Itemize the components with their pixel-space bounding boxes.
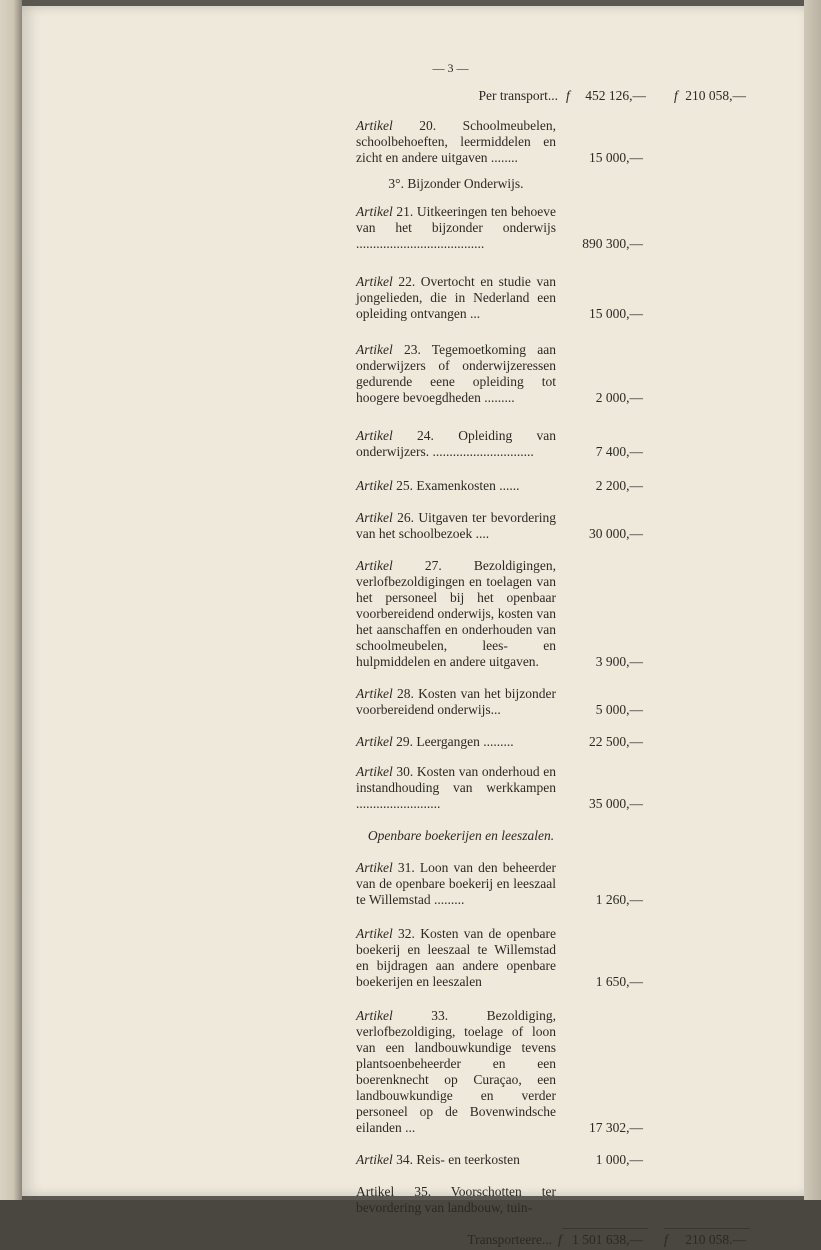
currency-symbol-1: f bbox=[566, 88, 570, 103]
sum-rule-2 bbox=[664, 1228, 750, 1229]
budget-entry-22 bbox=[356, 274, 756, 322]
entry-description: 23. Tegemoetkoming aan onderwijzers of onderwijzeressen gedurende eene opleiding tot hoogere bevoegdheden ......... bbox=[356, 342, 556, 405]
entry-amount: 1 000,— bbox=[595, 1152, 643, 1167]
entry-description: 20. Schoolmeubelen, schoolbehoeften, leermiddelen en zicht en andere uitgaven ........ bbox=[356, 118, 556, 165]
entry-text bbox=[356, 478, 556, 494]
budget-entry-20 bbox=[356, 118, 756, 166]
entry-description: 28. Kosten van het bijzonder voorbereidend onderwijs... bbox=[356, 686, 556, 717]
entry-text bbox=[356, 342, 556, 406]
entry-description: 21. Uitkeeringen ten behoeve van het bijzonder onderwijs ...................................... bbox=[356, 204, 556, 251]
entry-amount: 1 260,— bbox=[595, 892, 643, 907]
entry-description: 22. Overtocht en studie van jongelieden, die in Nederland een opleiding ontvangen ... bbox=[356, 274, 556, 321]
article-label: Artikel bbox=[356, 1008, 393, 1023]
article-label: Artikel bbox=[356, 478, 393, 493]
entry-text bbox=[356, 428, 556, 460]
entry-amount: 1 650,— bbox=[595, 974, 643, 989]
budget-entry-33 bbox=[356, 1008, 756, 1136]
currency-symbol-3: f bbox=[558, 1232, 562, 1247]
entry-description: 27. Bezoldigingen, verlofbezoldigingen en toelagen van het personeel bij het openbaar voorbereidend onderwijs, kosten van het aanschaffen en onderhouden van schoolmeubelen, lees- en hulpmiddelen en andere uitgaven. bbox=[356, 558, 556, 669]
sum-rule-1 bbox=[562, 1228, 648, 1229]
entry-description: 24. Opleiding van onderwijzers. .............................. bbox=[356, 428, 556, 459]
entry-description: 31. Loon van den beheerder van de openbare boekerij en leeszaal te Willemstad ......... bbox=[356, 860, 556, 907]
entry-text bbox=[356, 1184, 556, 1216]
entry-description: Artikel 35. Voorschotten ter bevordering van landbouw, tuin- bbox=[356, 1184, 556, 1215]
entry-amount: 7 400,— bbox=[595, 444, 643, 459]
article-label: Artikel bbox=[356, 428, 393, 443]
entry-text bbox=[356, 274, 556, 322]
entry-amount: 35 000,— bbox=[589, 796, 643, 811]
budget-entry-32 bbox=[356, 926, 756, 990]
article-label: Artikel bbox=[356, 342, 393, 357]
entry-text bbox=[356, 764, 556, 812]
budget-column bbox=[356, 88, 756, 1250]
entry-description: 26. Uitgaven ter bevordering van het schoolbezoek .... bbox=[356, 510, 556, 541]
budget-entry-21 bbox=[356, 204, 756, 252]
entry-amount: 2 200,— bbox=[595, 478, 643, 493]
budget-entry-26 bbox=[356, 510, 756, 542]
article-label: Artikel bbox=[356, 204, 393, 219]
entry-description: 29. Leergangen ......... bbox=[392, 734, 514, 749]
page-number: — 3 — bbox=[432, 61, 469, 75]
article-label: Artikel bbox=[356, 118, 393, 133]
entry-text bbox=[356, 558, 556, 670]
budget-entry-28 bbox=[356, 686, 756, 718]
entry-text bbox=[356, 734, 556, 750]
entry-text bbox=[356, 1152, 556, 1168]
transport-amount-2: 210 058,— bbox=[685, 88, 746, 103]
article-label: Artikel bbox=[356, 558, 393, 573]
article-label: Artikel bbox=[356, 764, 393, 779]
entry-text bbox=[356, 926, 556, 990]
entry-text bbox=[356, 1008, 556, 1136]
entry-text bbox=[356, 118, 556, 166]
page-number-value: 3 bbox=[447, 61, 454, 75]
entry-amount: 890 300,— bbox=[582, 236, 643, 251]
entry-amount: 3 900,— bbox=[595, 654, 643, 669]
article-label: Artikel bbox=[356, 1152, 393, 1167]
transport-amount-1: 452 126,— bbox=[585, 88, 646, 103]
entry-text bbox=[356, 860, 556, 908]
transport-label: Per transport... bbox=[478, 88, 558, 103]
section-heading-text: Openbare boekerijen en leeszalen. bbox=[367, 828, 555, 843]
budget-entry-29 bbox=[356, 734, 756, 750]
section-heading bbox=[356, 828, 756, 844]
entry-amount: 15 000,— bbox=[589, 150, 643, 165]
previous-page-edge bbox=[0, 0, 22, 1200]
transporteere-amount-2: 210 058.— bbox=[685, 1232, 746, 1247]
transport-row bbox=[356, 88, 756, 106]
budget-entry-27 bbox=[356, 558, 756, 670]
article-label: Artikel bbox=[356, 734, 393, 749]
entry-description: 30. Kosten van onderhoud en instandhouding van werkkampen ......................... bbox=[356, 764, 556, 811]
currency-symbol-2: f bbox=[674, 88, 678, 103]
entry-amount: 5 000,— bbox=[595, 702, 643, 717]
article-label: Artikel bbox=[356, 510, 393, 525]
budget-entry-34 bbox=[356, 1152, 756, 1168]
entry-amount: 22 500,— bbox=[589, 734, 643, 749]
section-heading bbox=[356, 176, 756, 192]
budget-entry-23 bbox=[356, 342, 756, 406]
entry-text bbox=[356, 686, 556, 718]
entry-list bbox=[356, 118, 756, 1216]
budget-entry-31 bbox=[356, 860, 756, 908]
entry-description: 25. Examenkosten ...... bbox=[392, 478, 520, 493]
article-label: Artikel bbox=[356, 274, 393, 289]
entry-amount: 30 000,— bbox=[589, 526, 643, 541]
page-edge-right bbox=[804, 0, 821, 1200]
entry-text bbox=[356, 204, 556, 252]
entry-text bbox=[356, 510, 556, 542]
budget-entry-30 bbox=[356, 764, 756, 812]
budget-entry-24 bbox=[356, 428, 756, 460]
budget-entry-35 bbox=[356, 1184, 756, 1216]
transporteere-label: Transporteere... bbox=[467, 1232, 552, 1247]
article-label: Artikel bbox=[356, 860, 393, 875]
entry-description: 34. Reis- en teerkosten bbox=[392, 1152, 520, 1167]
transporteere-amount-1: 1 501 638,— bbox=[572, 1232, 643, 1247]
currency-symbol-4: f bbox=[664, 1232, 668, 1247]
article-label: Artikel bbox=[356, 926, 393, 941]
entry-description: 33. Bezoldiging, verlofbezoldiging, toelage of loon van een landbouwkundige tevens plantsoenbeheerder en een boerenknecht op Curaçao, een landbouwkundige en verder personeel op de Bovenwindsche eilanden ... bbox=[356, 1008, 556, 1135]
entry-amount: 15 000,— bbox=[589, 306, 643, 321]
entry-amount: 2 000,— bbox=[595, 390, 643, 405]
transporteere-row bbox=[356, 1232, 756, 1250]
article-label: Artikel bbox=[356, 686, 393, 701]
section-heading-text: 3°. Bijzonder Onderwijs. bbox=[388, 176, 524, 191]
budget-entry-25 bbox=[356, 478, 756, 494]
entry-description: 32. Kosten van de openbare boekerij en leeszaal te Willemstad en bijdragen aan andere openbare boekerijen en leeszalen bbox=[356, 926, 556, 989]
entry-amount: 17 302,— bbox=[589, 1120, 643, 1135]
